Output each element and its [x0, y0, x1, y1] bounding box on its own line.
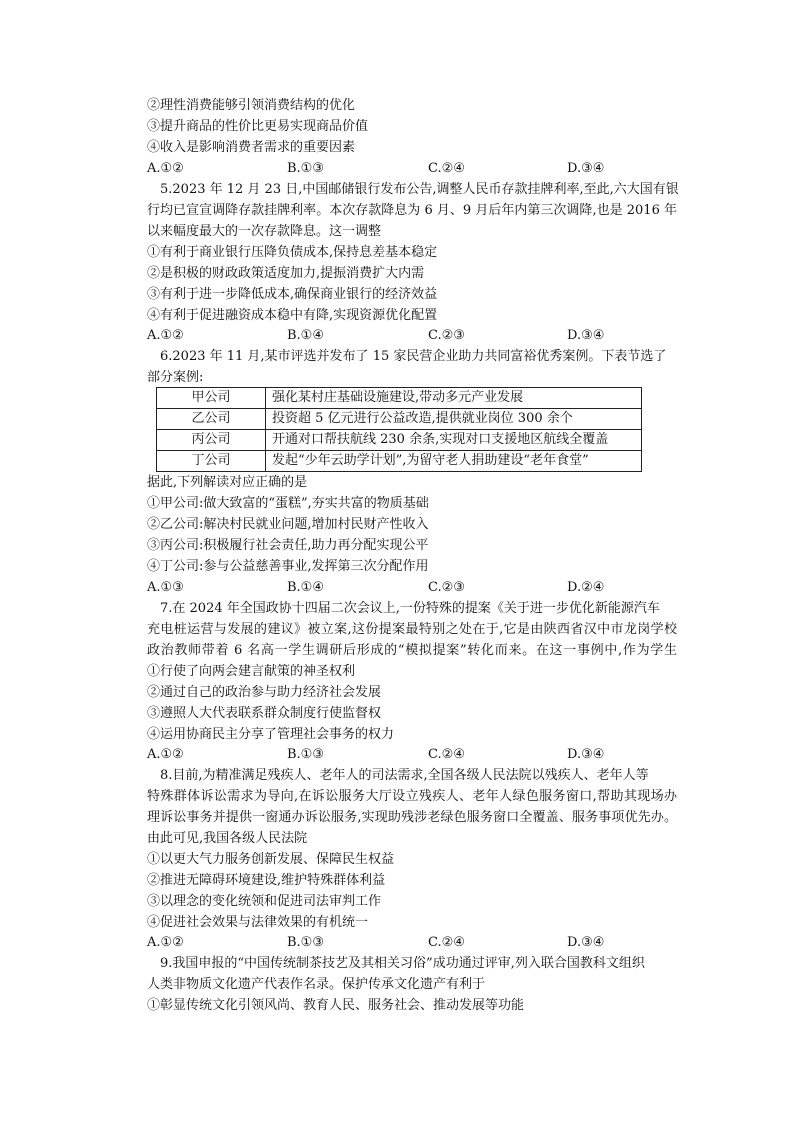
q5-item-3: ③有利于进一步降低成本,确保商业银行的经济效益: [147, 287, 438, 302]
q6-option-d: D.②④: [567, 580, 605, 595]
q5-item-1: ①有利于商业银行压降负债成本,保持息差基本稳定: [147, 245, 438, 260]
table-row: [157, 430, 642, 451]
table-row: [157, 409, 642, 430]
q5-option-d: D.③④: [567, 328, 605, 343]
case-description-cell: 强化某村庄基础设施建设,带动多元产业发展: [266, 388, 642, 409]
q8-option-b: B.①③: [287, 935, 324, 950]
q8-option-d: D.③④: [567, 935, 605, 950]
q7-option-a: A.①②: [147, 747, 184, 762]
q5-item-4: ④有利于促进融资成本稳中有降,实现资源优化配置: [147, 308, 438, 323]
q6-stem-line-2: 部分案例:: [147, 370, 204, 385]
case-description-cell: 发起“少年云助学计划”,为留守老人捐助建设“老年食堂”: [266, 451, 642, 472]
q7-stem-line-3: 政治教师带着 6 名高一学生调研后形成的“模拟提案”转化而来。在这一事例中,作为学生: [147, 643, 677, 658]
q7-option-b: B.①③: [287, 747, 324, 762]
q9-stem-line-2: 人类非物质文化遗产代表作名录。保护传承文化遗产有利于: [147, 977, 486, 992]
q4-statement-2: ②理性消费能够引领消费结构的优化: [147, 98, 356, 113]
q6-item-3: ③丙公司:积极履行社会责任,助力再分配实现公平: [147, 538, 429, 553]
q6-item-4: ④丁公司:参与公益慈善事业,发挥第三次分配作用: [147, 559, 429, 574]
q4-option-b: B.①③: [287, 161, 324, 176]
q6-option-c: C.②③: [428, 580, 465, 595]
q5-option-c: C.②③: [428, 328, 465, 343]
q5-option-b: B.①④: [287, 328, 324, 343]
q7-item-3: ③遵照人大代表联系群众制度行使监督权: [147, 706, 382, 721]
q7-item-1: ①行使了向两会建言献策的神圣权利: [147, 664, 356, 679]
q9-item-1: ①彰显传统文化引领风尚、教育人民、服务社会、推动发展等功能: [147, 998, 525, 1013]
case-table: [156, 387, 642, 472]
q7-stem-line-1: 7.在 2024 年全国政协十四届二次会议上,一份特殊的提案《关于进一步优化新能源汽车: [160, 601, 660, 616]
q5-stem-line-1: 5.2023 年 12 月 23 日,中国邮储银行发布公告,调整人民币存款挂牌利率,至此,六大国有银: [160, 182, 679, 197]
q5-option-a: A.①②: [147, 328, 184, 343]
q4-statement-3: ③提升商品的性价比更易实现商品价值: [147, 119, 369, 134]
case-description-cell: 开通对口帮扶航线 230 余条,实现对口支援地区航线全覆盖: [266, 430, 642, 451]
q6-item-2: ②乙公司:解决村民就业问题,增加村民财产性收入: [147, 517, 429, 532]
q5-stem-line-2: 行均已宣宣调降存款挂牌利率。本次存款降息为 6 月、9 月后年内第三次调降,也是 2016 年: [147, 203, 677, 218]
q6-item-1: ①甲公司:做大致富的“蛋糕”,夯实共富的物质基础: [147, 496, 429, 511]
q8-stem-line-2: 特殊群体诉讼需求为导向,在诉讼服务大厅设立残疾人、老年人绿色服务窗口,帮助其现场办: [147, 789, 677, 804]
q5-stem-line-3: 以来幅度最大的一次存款降息。这一调整: [147, 224, 382, 239]
q7-item-2: ②通过自己的政治参与助力经济社会发展: [147, 685, 382, 700]
q7-item-4: ④运用协商民主分享了管理社会事务的权力: [147, 727, 395, 742]
company-cell: 丁公司: [157, 451, 266, 472]
q4-option-c: C.②④: [428, 161, 465, 176]
case-description-cell: 投资超 5 亿元进行公益改造,提供就业岗位 300 余个: [266, 409, 642, 430]
company-cell: 乙公司: [157, 409, 266, 430]
q4-statement-4: ④收入是影响消费者需求的重要因素: [147, 140, 356, 155]
q8-item-1: ①以更大气力服务创新发展、保障民生权益: [147, 852, 395, 867]
q8-stem-line-1: 8.目前,为精准满足残疾人、老年人的司法需求,全国各级人民法院以残疾人、老年人等: [160, 768, 649, 783]
q5-item-2: ②是积极的财政政策适度加力,提振消费扩大内需: [147, 266, 425, 281]
q8-item-2: ②推进无障碍环境建设,维护特殊群体利益: [147, 873, 386, 888]
q8-option-a: A.①②: [147, 935, 184, 950]
table-row: [157, 388, 642, 409]
q7-option-c: C.②④: [428, 747, 465, 762]
company-cell: 甲公司: [157, 388, 266, 409]
q8-option-c: C.②④: [428, 935, 465, 950]
table-row: [157, 451, 642, 472]
q8-item-3: ③以理念的变化统领和促进司法审判工作: [147, 894, 382, 909]
q6-option-b: B.①④: [287, 580, 324, 595]
q6-stem-line-1: 6.2023 年 11 月,某市评选并发布了 15 家民营企业助力共同富裕优秀案例。下表节选了: [160, 349, 667, 364]
q8-stem-line-4: 由此可见,我国各级人民法院: [147, 831, 308, 846]
q8-stem-line-3: 理诉讼事务并提供一窗通办诉讼服务,实现助残涉老绿色服务窗口全覆盖、服务事项优先办。: [147, 810, 677, 825]
q6-lead: 据此,下列解读对应正确的是: [147, 475, 308, 490]
q6-option-a: A.①③: [147, 580, 184, 595]
q8-item-4: ④促进社会效果与法律效果的有机统一: [147, 915, 369, 930]
q7-option-d: D.③④: [567, 747, 605, 762]
q9-stem-line-1: 9.我国申报的“中国传统制茶技艺及其相关习俗”成功通过评审,列入联合国教科文组织: [160, 956, 645, 971]
q4-option-d: D.③④: [567, 161, 605, 176]
company-cell: 丙公司: [157, 430, 266, 451]
q4-option-a: A.①②: [147, 161, 184, 176]
q7-stem-line-2: 充电桩运营与发展的建议》被立案,这份提案最特别之处在于,它是由陕西省汉中市龙岗学校: [147, 622, 677, 637]
